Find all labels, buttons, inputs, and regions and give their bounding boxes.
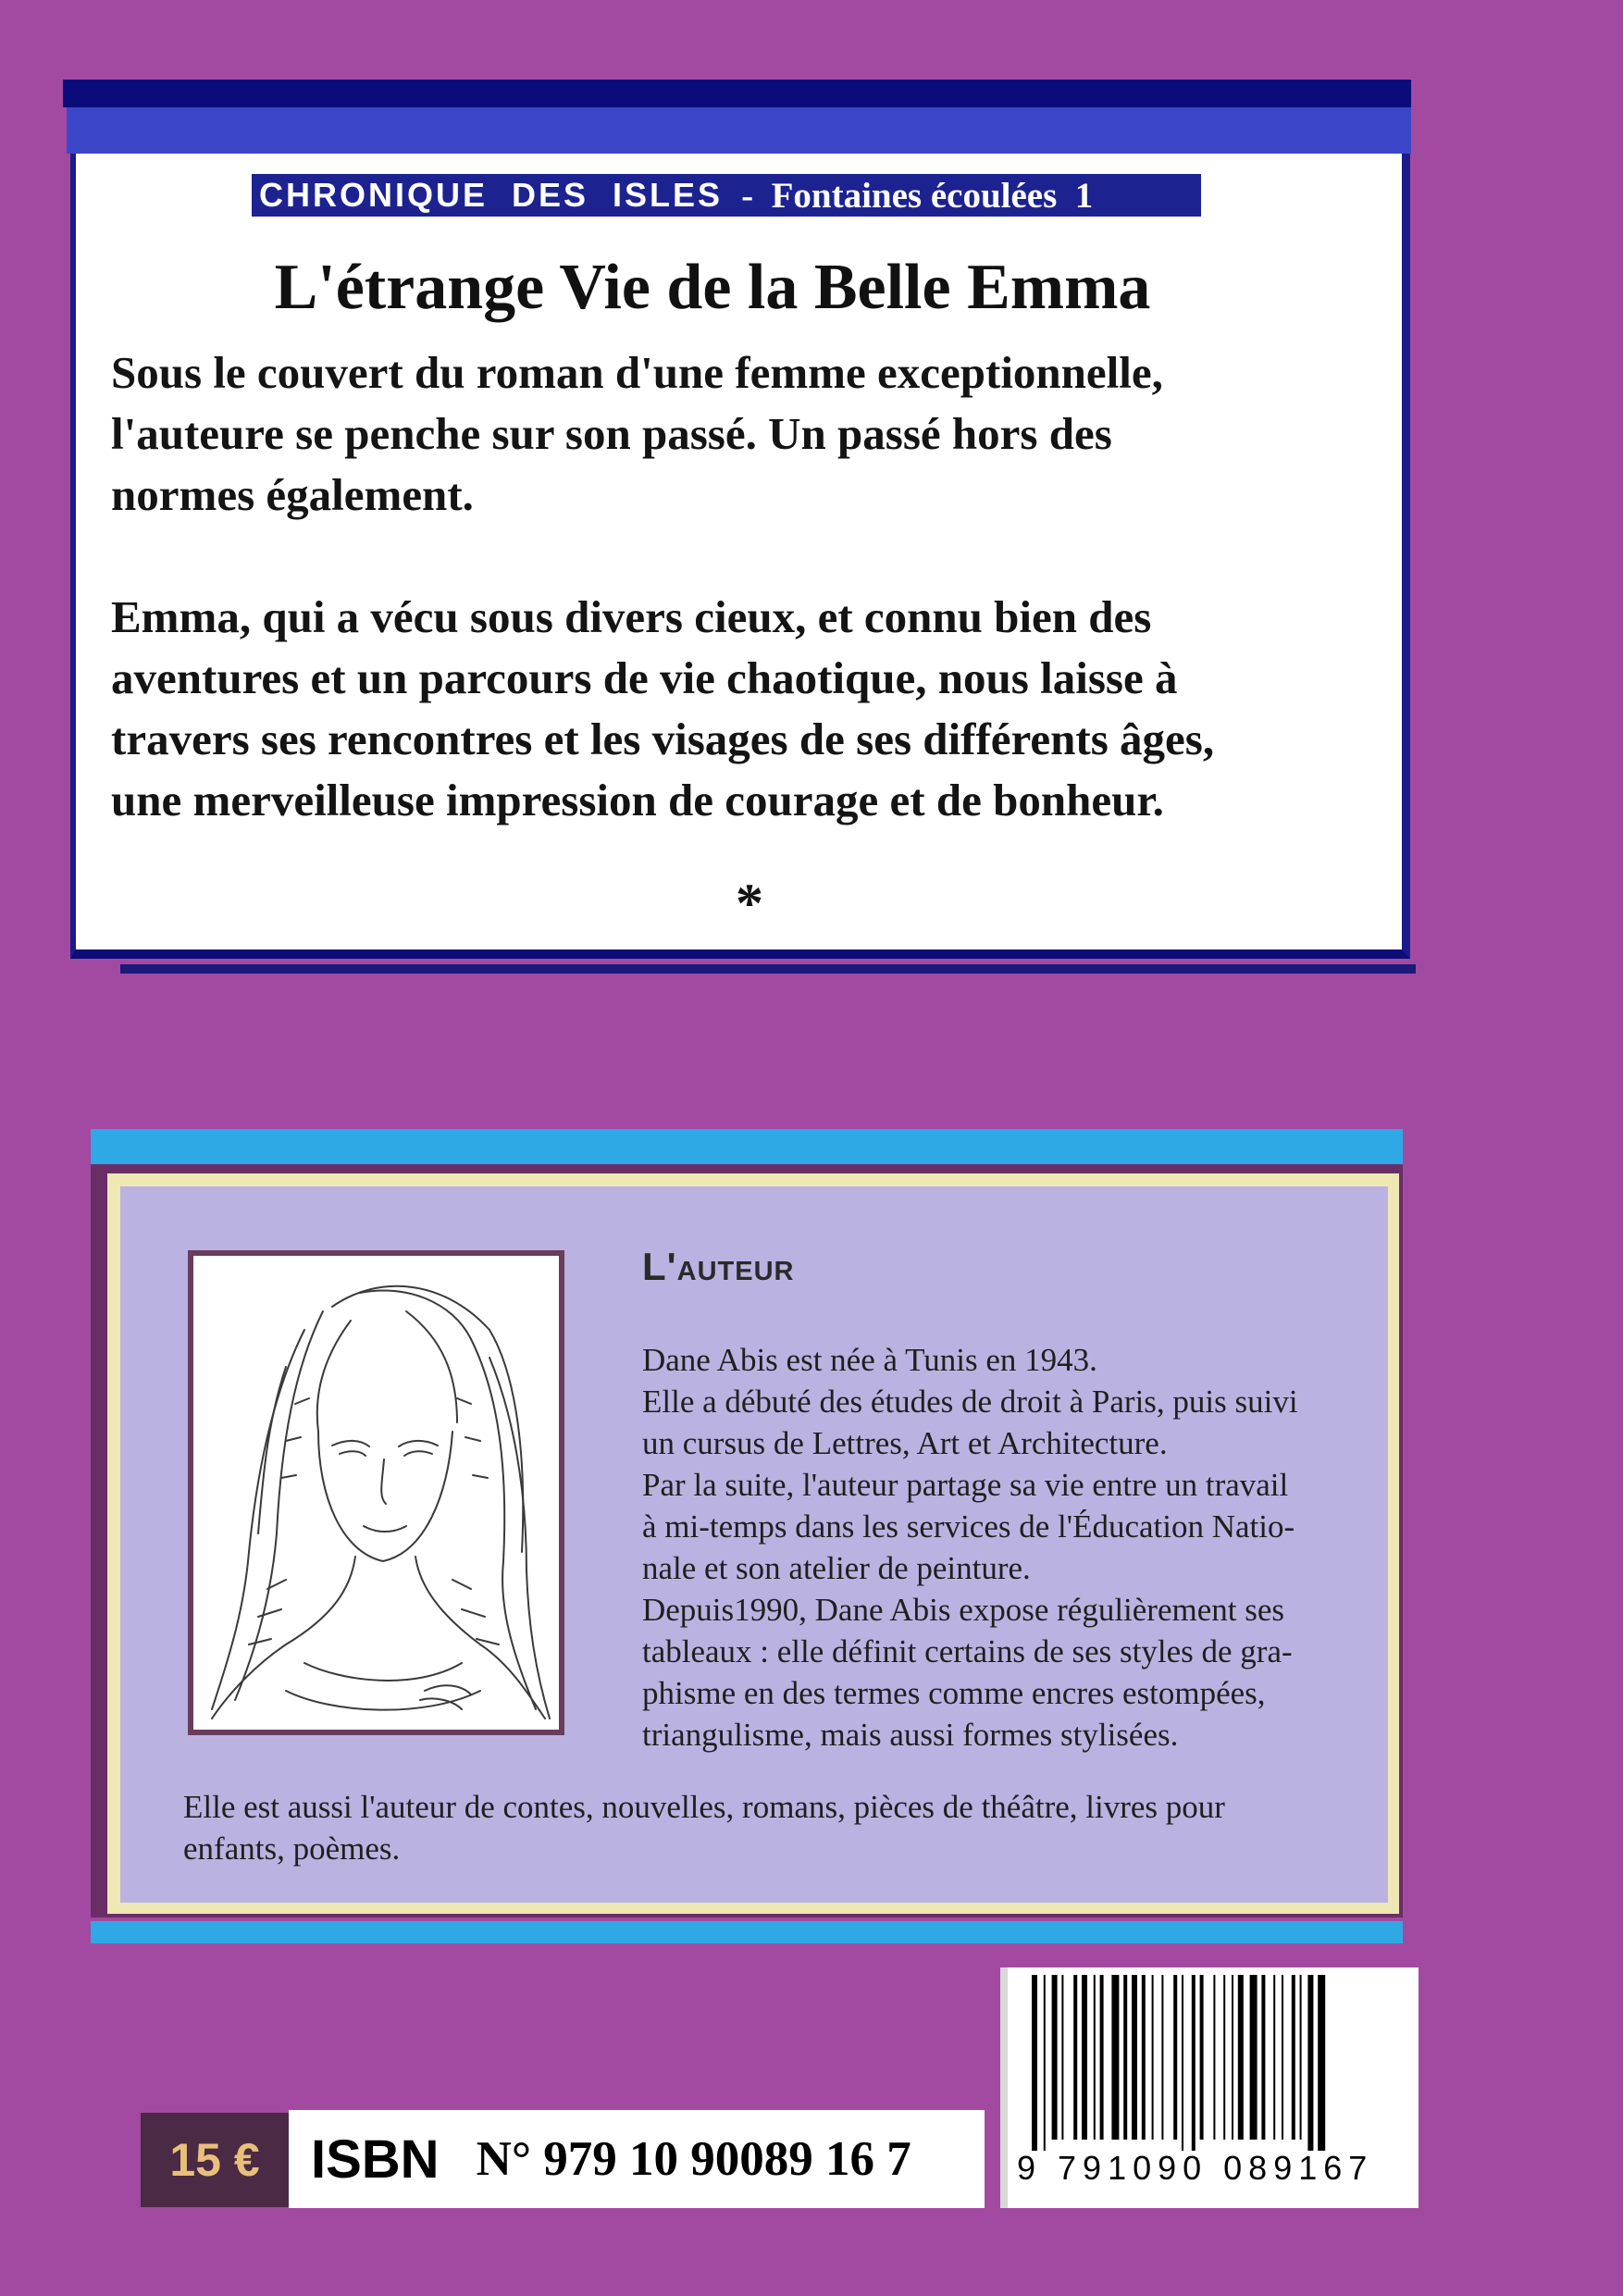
barcode-bar <box>1282 1975 1283 2140</box>
portrait-illustration-icon <box>193 1256 559 1730</box>
bio-line: tableaux : elle définit certains de ses styles de gra- <box>642 1633 1293 1669</box>
series-subtitle: - Fontaines écoulées 1 <box>741 175 1094 216</box>
blurb-paragraph-2 <box>111 587 1425 831</box>
blurb-line: Sous le couvert du roman d'une femme exceptionnelle, <box>111 347 1163 398</box>
bio-line: Depuis1990, Dane Abis expose régulièrement ses <box>642 1592 1285 1628</box>
bio-line: Elle a débuté des études de droit à Paris, puis suivi <box>642 1384 1298 1420</box>
barcode-bar <box>1173 1975 1177 2140</box>
barcode-bar <box>1082 1975 1087 2140</box>
author-heading: L'auteur <box>642 1245 795 1288</box>
barcode-bar <box>1292 1975 1295 2140</box>
barcode-bar <box>1200 1975 1204 2140</box>
barcode-bar <box>1232 1975 1233 2140</box>
bio-line: Dane Abis est née à Tunis en 1943. <box>642 1342 1097 1378</box>
barcode-bar <box>1100 1975 1104 2140</box>
barcode-bar <box>1261 1975 1265 2140</box>
price-label: 15 € <box>169 2134 260 2186</box>
author-box-bottom-bar <box>91 1921 1403 1943</box>
bio-line: un cursus de Lettres, Art et Architecture. <box>642 1425 1168 1461</box>
isbn-label: ISBN <box>311 2128 440 2190</box>
bio-line: nale et son atelier de peinture. <box>642 1550 1031 1586</box>
author-portrait-frame <box>188 1250 564 1735</box>
blurb-line: l'auteure se penche sur son passé. Un passé hors des <box>111 408 1112 459</box>
barcode-bar <box>1182 1975 1183 2151</box>
barcode-bar <box>1073 1975 1077 2140</box>
barcode-bar <box>1300 1975 1302 2140</box>
barcode-bar <box>1061 1975 1063 2140</box>
blurb-paragraph-1 <box>111 342 1425 526</box>
barcode-bar <box>1307 1975 1313 2151</box>
author-bio <box>642 1339 1298 1756</box>
barcode-bar <box>1044 1975 1046 2151</box>
blurb-line: travers ses rencontres et les visages de ses différents âges, <box>111 714 1215 764</box>
bio-line: Par la suite, l'auteur partage sa vie entre un travail <box>642 1467 1289 1503</box>
series-banner <box>252 174 1201 217</box>
book-title: L'étrange Vie de la Belle Emma <box>274 252 1151 323</box>
bio-line: triangulisme, mais aussi formes stylisées. <box>642 1717 1179 1753</box>
barcode-bar <box>1273 1975 1275 2140</box>
barcode-bars-icon <box>1032 1975 1402 2151</box>
blurb-header-bar <box>67 107 1411 154</box>
barcode-bar <box>1152 1975 1154 2140</box>
blurb-line: aventures et un parcours de vie chaotique, nous laisse à <box>111 652 1178 703</box>
author-bio-tail <box>183 1786 1225 1869</box>
barcode-bar <box>1318 1975 1325 2151</box>
isbn-box <box>289 2110 985 2208</box>
barcode-bar <box>1111 1975 1119 2140</box>
bio-line: enfants, poèmes. <box>183 1831 401 1867</box>
bio-line: à mi-temps dans les services de l'Éducation Natio- <box>642 1508 1295 1545</box>
author-box-top-bar <box>91 1129 1403 1164</box>
isbn-number: N° 979 10 90089 16 7 <box>476 2132 911 2186</box>
barcode-bar <box>1094 1975 1096 2140</box>
blurb-line: normes également. <box>111 469 474 520</box>
barcode-bar <box>1132 1975 1137 2140</box>
blurb-header-bar-dark <box>63 80 1411 107</box>
blurb-shadow-line <box>120 964 1416 974</box>
bio-line: Elle est aussi l'auteur de contes, nouvelles, romans, pièces de théâtre, livres pour <box>183 1789 1225 1825</box>
separator-asterisk: * <box>736 873 763 934</box>
barcode-bar <box>1123 1975 1127 2140</box>
barcode-bar <box>1161 1975 1163 2140</box>
price-badge <box>141 2113 289 2207</box>
barcode-bar <box>1250 1975 1258 2140</box>
barcode <box>1000 1967 1419 2208</box>
barcode-bar <box>1238 1975 1244 2140</box>
barcode-bar <box>1052 1975 1058 2140</box>
bio-line: phisme en des termes comme encres estompées, <box>642 1675 1266 1711</box>
portrait-sketch <box>193 1256 559 1730</box>
barcode-bar <box>1213 1975 1215 2140</box>
barcode-digits: 9 791090 089167 <box>1017 2149 1374 2187</box>
series-name: CHRONIQUE DES ISLES <box>259 176 724 214</box>
barcode-bar <box>1142 1975 1146 2140</box>
blurb-line: Emma, qui a vécu sous divers cieux, et connu bien des <box>111 591 1152 642</box>
blurb-line: une merveilleuse impression de courage et de bonheur. <box>111 775 1164 825</box>
barcode-bar <box>1223 1975 1225 2140</box>
barcode-bar <box>1192 1975 1196 2151</box>
barcode-bar <box>1032 1975 1037 2151</box>
